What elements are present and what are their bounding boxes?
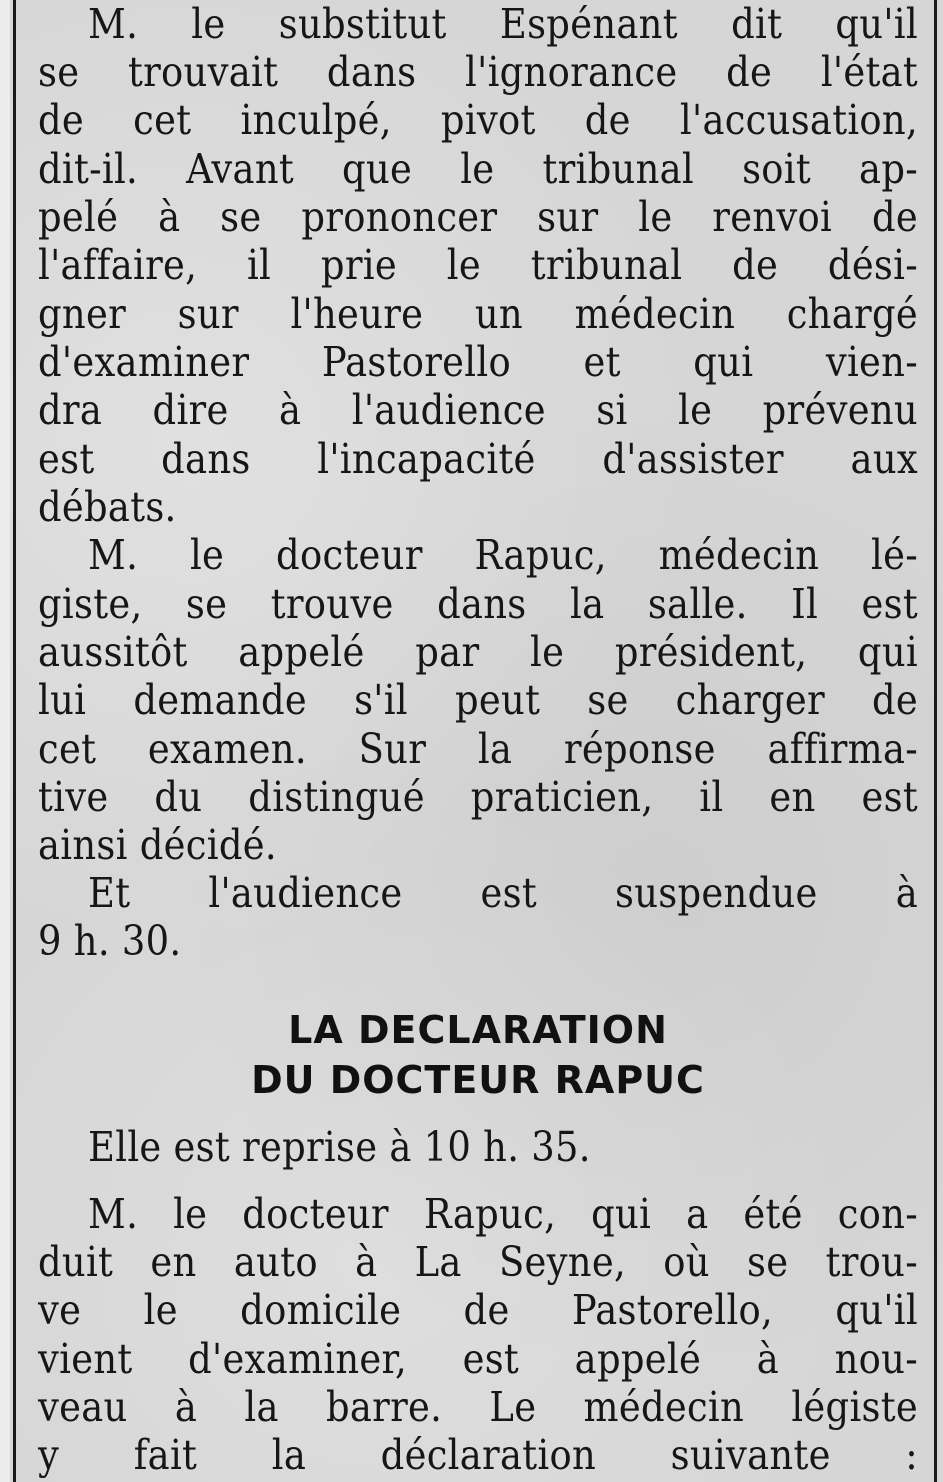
left-margin <box>0 0 10 1482</box>
text-line: tive du distingué praticien, il en est <box>38 773 918 821</box>
text-line: veau à la barre. Le médecin légiste <box>38 1383 918 1431</box>
text-line: ve le domicile de Pastorello, qu'il <box>38 1286 918 1334</box>
text-line: M. le docteur Rapuc, médecin lé- <box>88 531 918 579</box>
text-line: d'examiner Pastorello et qui vien- <box>38 338 918 386</box>
text-line: y fait la déclaration suivante : <box>38 1431 918 1479</box>
text-line: duit en auto à La Seyne, où se trou- <box>38 1238 918 1286</box>
text-line: lui demande s'il peut se charger de <box>38 676 918 724</box>
text-line: giste, se trouve dans la salle. Il est <box>38 580 918 628</box>
text-line: est dans l'incapacité d'assister aux <box>38 435 918 483</box>
text-line: M. le substitut Espénant dit qu'il <box>88 0 918 48</box>
text-line: M. le docteur Rapuc, qui a été con- <box>88 1190 918 1238</box>
column-rule-right <box>934 0 937 1482</box>
text-line: dra dire à l'audience si le prévenu <box>38 386 918 434</box>
column-rule-left <box>13 0 16 1482</box>
text-line: gner sur l'heure un médecin chargé <box>38 290 918 338</box>
text-line: pelé à se prononcer sur le renvoi de <box>38 193 918 241</box>
text-line: 9 h. 30. <box>38 917 182 965</box>
text-line: se trouvait dans l'ignorance de l'état <box>38 48 918 96</box>
text-line: l'affaire, il prie le tribunal de dési- <box>38 241 918 289</box>
text-line: Elle est reprise à 10 h. 35. <box>88 1123 591 1171</box>
text-line: aussitôt appelé par le président, qui <box>38 628 918 676</box>
text-line: ainsi décidé. <box>38 821 277 869</box>
text-line: Et l'audience est suspendue à <box>88 869 918 917</box>
section-headline-line-1: LA DECLARATION <box>288 1008 668 1052</box>
text-line: dit-il. Avant que le tribunal soit ap- <box>38 145 918 193</box>
text-line: vient d'examiner, est appelé à nou- <box>38 1335 918 1383</box>
text-line: de cet inculpé, pivot de l'accusation, <box>38 96 918 144</box>
text-line: débats. <box>38 483 177 531</box>
text-line: cet examen. Sur la réponse affirma- <box>38 725 918 773</box>
section-headline-line-2: DU DOCTEUR RAPUC <box>251 1058 705 1102</box>
